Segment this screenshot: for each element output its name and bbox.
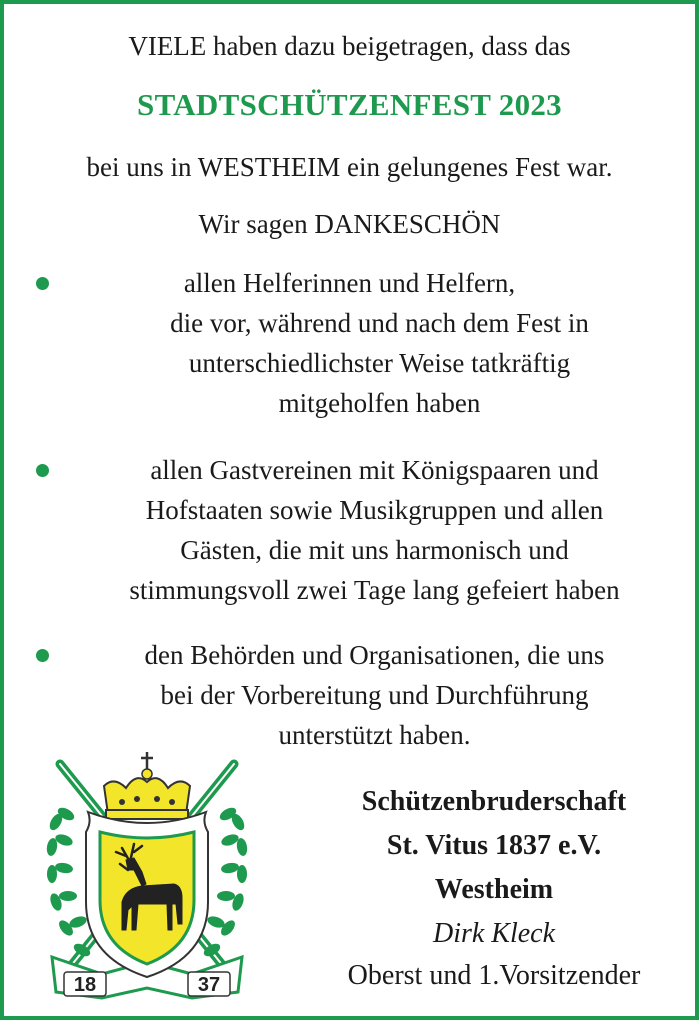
intro-line-2: bei uns in WESTHEIM ein gelungenes Fest war. — [86, 152, 613, 182]
bullet-3-line-3: unterstützt haben. — [278, 720, 471, 750]
crest-year-right: 37 — [197, 974, 221, 996]
org-name-line-3: Westheim — [434, 874, 554, 905]
bullet-2-line-1: allen Gastvereinen mit Königspaaren und — [150, 455, 599, 485]
signatory-name: Dirk Kleck — [432, 918, 556, 949]
bullet-1-line-4: mitgeholfen haben — [278, 388, 481, 418]
bullet-1-line-3: unterschiedlichster Weise tatkräftig — [188, 348, 571, 378]
crest-year-left: 18 — [73, 974, 97, 996]
bullet-item-3 — [4, 635, 695, 755]
headline: STADTSCHÜTZENFEST 2023 — [137, 87, 562, 122]
bullet-item-1 — [4, 263, 695, 423]
bullet-2-line-2: Hofstaaten sowie Musikgruppen und allen — [145, 495, 604, 525]
org-name-line-2: St. Vitus 1837 e.V. — [386, 830, 602, 861]
crown-icon — [104, 752, 190, 819]
bullet-1-line-2: die vor, während und nach dem Fest in — [170, 308, 589, 338]
signatory-role: Oberst und 1.Vorsitzender — [347, 960, 641, 991]
intro-line-1: VIELE haben dazu beigetragen, dass das — [128, 31, 571, 61]
org-name-line-1: Schützenbruderschaft — [361, 786, 627, 817]
bullet-3-line-1: den Behörden und Organisationen, die uns — [144, 640, 605, 670]
bullet-item-2 — [4, 450, 695, 610]
bullet-2-line-3: Gästen, die mit uns harmonisch und — [180, 535, 569, 565]
thanks-line: Wir sagen DANKESCHÖN — [198, 209, 501, 239]
bullet-1-line-1: allen Helferinnen und Helfern, — [183, 268, 516, 298]
coat-of-arms-icon — [42, 752, 252, 1004]
bullet-3-line-2: bei der Vorbereitung und Durchführung — [160, 680, 589, 710]
bullet-2-line-4: stimmungsvoll zwei Tage lang gefeiert haben — [129, 575, 620, 605]
